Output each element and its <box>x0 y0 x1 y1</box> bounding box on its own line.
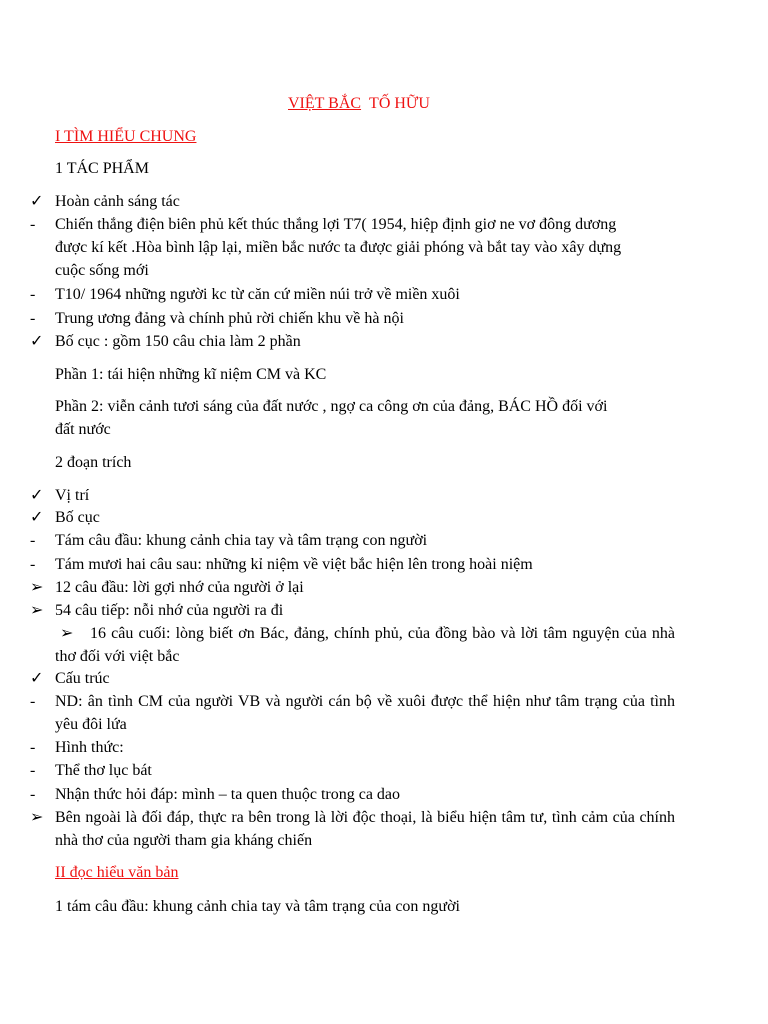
dash-icon: - <box>30 286 36 303</box>
bullet-nhan-thuc: Nhận thức hỏi đáp: mình – ta quen thuộc trong ca dao <box>55 786 401 803</box>
check-icon: ✓ <box>30 670 44 687</box>
section-2-heading: II đọc hiểu văn bản <box>55 864 179 881</box>
dash-icon: - <box>30 786 36 803</box>
dash-icon: - <box>30 556 36 573</box>
dash-icon: - <box>30 532 36 549</box>
dash-icon: - <box>30 762 36 779</box>
document-title <box>288 94 430 114</box>
paragraph-phan-1: Phần 1: tái hiện những kĩ niệm CM và KC <box>55 366 327 383</box>
bullet-ben-ngoai: Bên ngoài là đối đáp, thực ra bên trong là lời độc thoại, là biểu hiện tâm tư, tình cảm của chính nhà thơ của người tham gia kháng chiến <box>55 809 675 849</box>
bullet-cau-truc: Cấu trúc <box>55 670 110 687</box>
bullet-hoan-canh: Hoàn cảnh sáng tác <box>55 193 180 210</box>
bullet-trung-uong: Trung ương đảng và chính phủ rời chiến khu về hà nội <box>55 310 404 327</box>
bullet-the-tho: Thể thơ lục bát <box>55 762 152 779</box>
bullet-tam-cau-dau: Tám câu đầu: khung cảnh chia tay và tâm trạng con người <box>55 532 428 549</box>
subheading-tac-pham: 1 TÁC PHẨM <box>55 160 149 177</box>
bullet-chien-thang-line3: cuộc sống mới <box>55 262 149 279</box>
dash-icon: - <box>30 216 36 233</box>
bullet-12-cau: 12 câu đầu: lời gợi nhớ của người ở lại <box>55 579 304 596</box>
arrow-icon: ➢ <box>30 602 44 619</box>
bullet-noi-dung: ND: ân tình CM của người VB và người cán bộ về xuôi được thể hiện như tâm trạng của tình yêu đôi lứa <box>55 693 675 733</box>
bullet-54-cau: 54 câu tiếp: nỗi nhớ của người ra đi <box>55 602 284 619</box>
arrow-icon: ➢ <box>30 579 44 596</box>
paragraph-tam-cau-dau: 1 tám câu đầu: khung cảnh chia tay và tâm trạng của con người <box>55 898 460 915</box>
arrow-icon: ➢ <box>60 625 74 642</box>
bullet-hinh-thuc: Hình thức: <box>55 739 124 756</box>
paragraph-phan-2-line1: Phần 2: viễn cảnh tươi sáng của đất nước , ngợ ca công ơn của đảng, BÁC HỒ đối với <box>55 398 608 415</box>
check-icon: ✓ <box>30 509 44 526</box>
title-main: VIỆT BẮC <box>288 95 362 112</box>
check-icon: ✓ <box>30 193 44 210</box>
section-1-heading: I TÌM HIỂU CHUNG <box>55 128 197 145</box>
dash-icon: - <box>30 693 36 710</box>
subheading-doan-trich: 2 đoạn trích <box>55 454 132 471</box>
bullet-chien-thang-line1: Chiến thắng điện biên phủ kết thúc thắng lợi T7( 1954, hiệp định giơ ne vơ đông dương <box>55 216 617 233</box>
arrow-icon: ➢ <box>30 809 44 826</box>
bullet-vi-tri: Vị trí <box>55 487 90 504</box>
check-icon: ✓ <box>30 333 44 350</box>
bullet-chien-thang-line2: được kí kết .Hòa bình lập lại, miền bắc nước ta được giải phóng và bắt tay vào xây dựng <box>55 239 622 256</box>
check-icon: ✓ <box>30 487 44 504</box>
title-author: TỐ HỮU <box>369 95 430 112</box>
bullet-bo-cuc-2: Bố cục <box>55 509 100 526</box>
bullet-t10: T10/ 1964 những người kc từ căn cứ miền núi trở về miền xuôi <box>55 286 460 303</box>
bullet-16-cau: 16 câu cuối: lòng biết ơn Bác, đảng, chính phủ, của đồng bào và lời tâm nguyện của nhà thơ đối với việt bắc <box>55 625 675 665</box>
bullet-bo-cuc: Bố cục : gồm 150 câu chia làm 2 phần <box>55 333 301 350</box>
paragraph-phan-2-line2: đất nước <box>55 421 111 438</box>
dash-icon: - <box>30 739 36 756</box>
dash-icon: - <box>30 310 36 327</box>
bullet-tam-muoi-hai: Tám mươi hai câu sau: những kỉ niệm về việt bắc hiện lên trong hoài niệm <box>55 556 533 573</box>
